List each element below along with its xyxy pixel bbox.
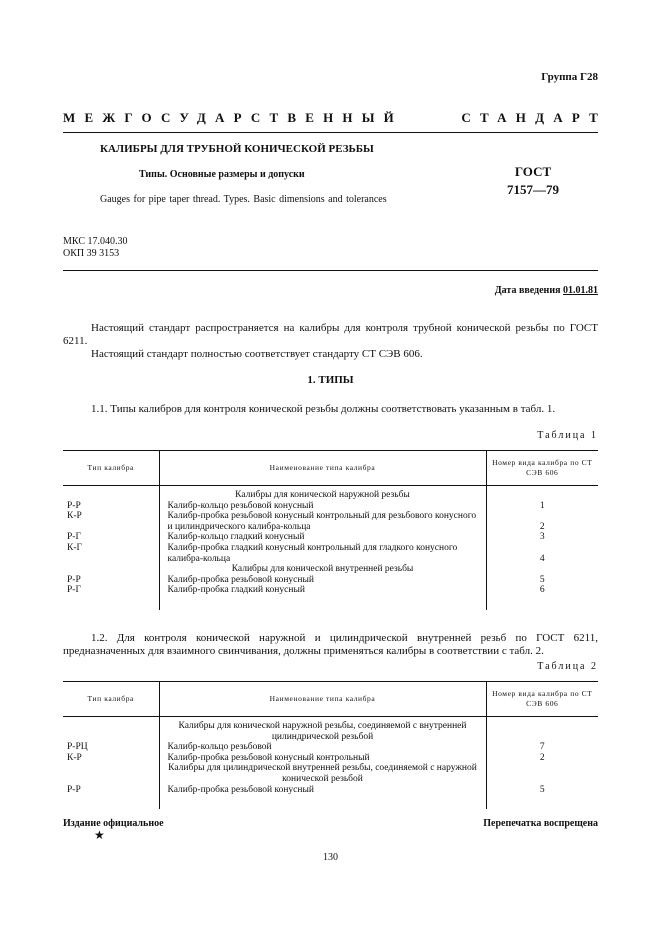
- group-title-cell: [159, 721, 486, 742]
- intro-paragraph-1: Настоящий стандарт распространяется на калибры для контроля трубной конической резьбы по ГОСТ 6211.: [63, 322, 598, 347]
- cell-name: Калибр-кольцо резьбовой: [159, 742, 486, 753]
- col-name-header: Наименование типа калибра: [159, 682, 486, 717]
- cell-name: Калибр-пробка резьбовой конусный контрольный для резьбового конусного и цилиндрического калибра-кольца: [159, 511, 486, 532]
- end-cell: [159, 795, 486, 809]
- group-type-cell: [63, 721, 159, 742]
- cell-name: Калибр-кольцо резьбовой конусный: [159, 501, 486, 512]
- table-2: [63, 681, 598, 809]
- intro-paragraph-2: Настоящий стандарт полностью соответствует стандарту СТ СЭВ 606.: [91, 348, 423, 360]
- date-value: 01.01.81: [563, 285, 598, 296]
- group-number-cell: [486, 490, 598, 501]
- table-row: [63, 511, 598, 532]
- cell-type: Р-Г: [67, 585, 81, 596]
- table1-caption: Таблица 1: [537, 430, 598, 441]
- cell-number: 2: [486, 753, 598, 764]
- table-row: [63, 742, 598, 753]
- cell-name: Калибр-пробка гладкий конусный контрольный для гладкого конусного калибра-кольца: [159, 543, 486, 564]
- group-title: Калибры для конической внутренней резьбы: [231, 564, 414, 575]
- cell-number: 1: [486, 501, 598, 512]
- group-title: Калибры для конической наружной резьбы: [235, 490, 410, 500]
- classification-codes: [63, 236, 127, 260]
- cell-name: Калибр-пробка резьбовой конусный: [159, 575, 486, 586]
- top-divider: [63, 132, 598, 133]
- cell-number: 3: [486, 532, 598, 543]
- gost-number: 7157—79: [507, 182, 559, 197]
- cell-name: Калибр-пробка гладкий конусный: [159, 585, 486, 596]
- standard-label: СТАНДАРТ: [461, 110, 607, 125]
- table-group-row: [63, 490, 598, 501]
- date-label: Дата введения: [494, 285, 561, 296]
- cell-number: 2: [486, 511, 598, 532]
- cell-type: Р-Р: [67, 500, 81, 511]
- group-type-cell: [63, 490, 159, 501]
- table-row: [63, 785, 598, 796]
- col-number-header: Номер вида калибра по СТ СЭВ 606: [486, 451, 598, 486]
- col-type-header: Тип калибра: [63, 451, 159, 486]
- table-1: [63, 450, 598, 610]
- group-number-cell: [486, 721, 598, 742]
- table-row: [63, 585, 598, 596]
- gost-label: ГОСТ: [514, 164, 552, 179]
- table-row: [63, 753, 598, 764]
- table-end-row: [63, 795, 598, 809]
- end-cell: [486, 596, 598, 610]
- end-cell: [63, 795, 159, 809]
- english-title: Gauges for pipe taper thread. Types. Basic dimensions and tolerances: [100, 194, 387, 205]
- col-number-header: Номер вида калибра по СТ СЭВ 606: [486, 682, 598, 717]
- cell-number: 5: [486, 785, 598, 796]
- table-row: [63, 575, 598, 586]
- reprint-prohibited: Перепечатка воспрещена: [483, 818, 598, 829]
- mks-code: МКС 17.040.30: [63, 236, 128, 247]
- group-title: Калибры для цилиндрической внутренней резьбы, соединяемой с наружной конической резьбой: [168, 763, 477, 784]
- section-heading: 1. ТИПЫ: [307, 374, 354, 386]
- interstate-standard-banner: [63, 110, 607, 126]
- cell-type: К-Р: [67, 752, 82, 763]
- table-row: [63, 543, 598, 564]
- group-type-cell: [63, 564, 159, 575]
- interstate-label: МЕЖГОСУДАРСТВЕННЫЙ: [63, 110, 403, 125]
- group-type-cell: [63, 763, 159, 784]
- clause-1-2: 1.2. Для контроля конической наружной и цилиндрической внутренней резьб по ГОСТ 6211, предназначенных для взаимного свинчивания, должны применяться калибры в соответствии с табл. 2.: [63, 632, 598, 657]
- cell-type: Р-Р: [67, 574, 81, 585]
- cell-type: К-Р: [67, 511, 82, 522]
- official-edition: Издание официальное: [63, 818, 164, 829]
- group-code: Группа Г28: [541, 71, 598, 83]
- end-cell: [486, 795, 598, 809]
- cell-type: Р-Г: [67, 532, 81, 543]
- header-divider: [63, 270, 598, 271]
- end-cell: [159, 596, 486, 610]
- group-title-cell: [159, 564, 486, 575]
- document-title: КАЛИБРЫ ДЛЯ ТРУБНОЙ КОНИЧЕСКОЙ РЕЗЬБЫ: [100, 143, 374, 155]
- cell-name: Калибр-пробка резьбовой конусный: [159, 785, 486, 796]
- cell-type: Р-Р: [67, 784, 81, 795]
- cell-name: Калибр-кольцо гладкий конусный: [159, 532, 486, 543]
- table-end-row: [63, 596, 598, 610]
- cell-number: 6: [486, 585, 598, 596]
- cell-name: Калибр-пробка резьбовой конусный контрольный: [159, 753, 486, 764]
- group-number-cell: [486, 763, 598, 784]
- table-group-row: [63, 564, 598, 575]
- gost-designation: [507, 163, 559, 199]
- col-type-header: Тип калибра: [63, 682, 159, 717]
- page-number: 130: [323, 852, 338, 863]
- table-row: [63, 532, 598, 543]
- cell-type: Р-РЦ: [67, 742, 88, 753]
- group-title-cell: [159, 490, 486, 501]
- star-icon: ★: [94, 828, 105, 842]
- document-subtitle: Типы. Основные размеры и допуски: [139, 169, 305, 180]
- table-group-row: [63, 763, 598, 784]
- table-group-row: [63, 721, 598, 742]
- cell-number: 4: [486, 543, 598, 564]
- end-cell: [63, 596, 159, 610]
- table-row: [63, 501, 598, 512]
- okp-code: ОКП 39 3153: [63, 248, 120, 259]
- effective-date: [495, 285, 598, 296]
- cell-type: К-Г: [67, 542, 82, 553]
- table2-caption: Таблица 2: [537, 661, 598, 672]
- cell-number: 7: [486, 742, 598, 753]
- group-title-cell: [159, 763, 486, 784]
- group-number-cell: [486, 564, 598, 575]
- group-title: Калибры для конической наружной резьбы, соединяемой с внутренней цилиндрической резьбой: [178, 721, 467, 742]
- col-name-header: Наименование типа калибра: [159, 451, 486, 486]
- clause-1-1: 1.1. Типы калибров для контроля конической резьбы должны соответствовать указанным в табл. 1.: [91, 403, 556, 415]
- cell-number: 5: [486, 575, 598, 586]
